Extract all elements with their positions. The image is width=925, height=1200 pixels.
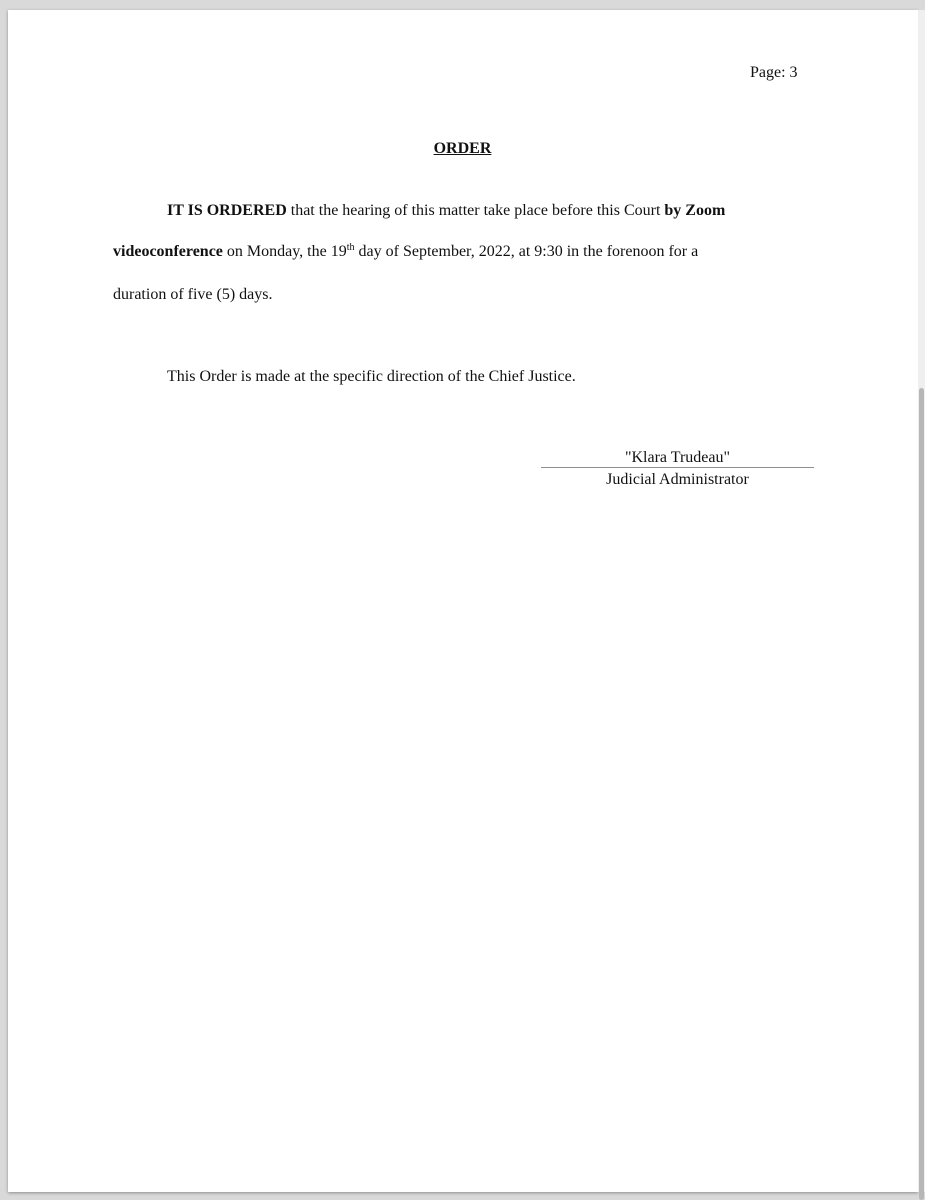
paragraph-line-2 xyxy=(113,243,698,261)
paragraph-text-c: day of September, 2022, at 9:30 in the forenoon for a xyxy=(354,243,699,260)
signature-line xyxy=(541,467,814,468)
signature-name: "Klara Trudeau" xyxy=(624,449,731,466)
vertical-scrollbar[interactable] xyxy=(918,10,925,1192)
signature-title: Judicial Administrator xyxy=(606,471,749,488)
scrollbar-thumb[interactable] xyxy=(919,388,924,1200)
paragraph-text-a: that the hearing of this matter take place before this Court xyxy=(286,202,665,219)
zoom-bold: by Zoom xyxy=(664,202,726,219)
page-number: Page: 3 xyxy=(750,64,798,81)
paragraph-line-3: duration of five (5) days. xyxy=(113,286,273,303)
date-superscript: th xyxy=(346,242,355,253)
document-page xyxy=(8,10,918,1192)
ordered-lead: IT IS ORDERED xyxy=(167,202,287,219)
paragraph-text-b: on Monday, the 19 xyxy=(222,243,347,260)
paragraph-line-1 xyxy=(167,202,725,220)
videoconference-bold: videoconference xyxy=(113,243,223,260)
direction-paragraph: This Order is made at the specific direction of the Chief Justice. xyxy=(167,368,576,385)
order-heading: ORDER xyxy=(433,140,492,157)
